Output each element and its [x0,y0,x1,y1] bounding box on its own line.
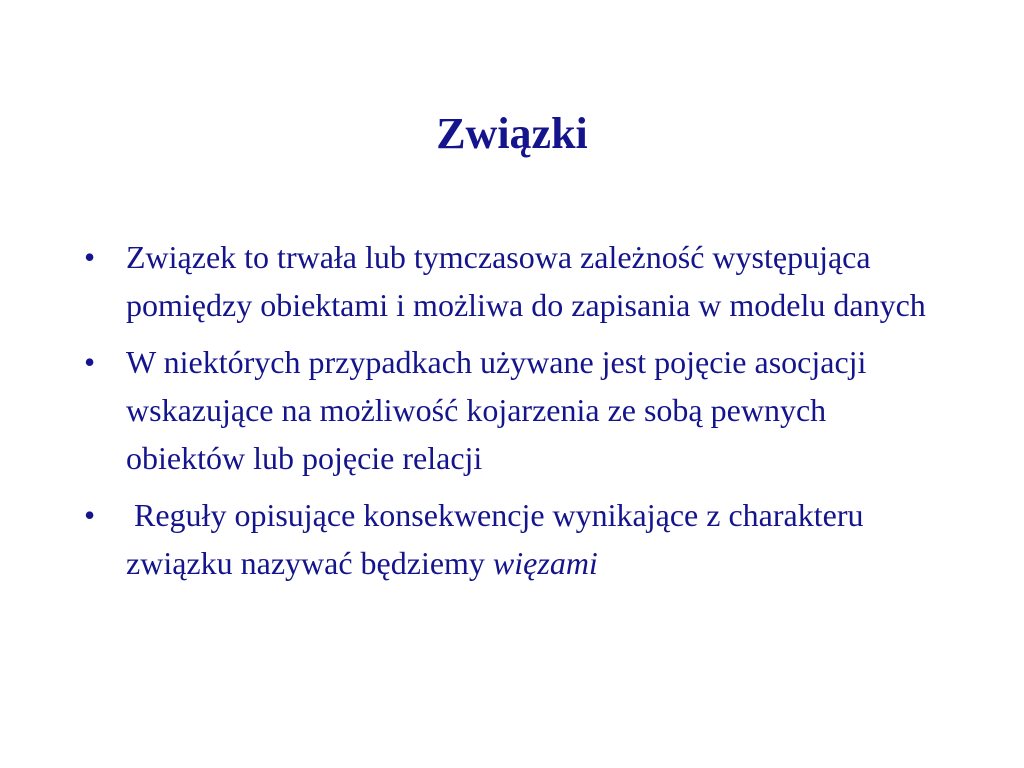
bullet-item-association [84,338,944,482]
bullet-item-constraints [84,491,944,587]
bullet-text: W niektórych przypadkach używane jest pojęcie asocjacji wskazujące na możliwość kojarzenia ze sobą pewnych obiektów lub pojęcie relacji [126,344,867,476]
bullet-dot-icon: • [84,239,96,275]
bullet-dot-icon: • [84,344,96,380]
bullet-item-relationship-definition [84,233,944,329]
bullet-text: Reguły opisujące konsekwencje wynikające z charakteru związku nazywać będziemy [126,497,872,581]
bullet-dot-icon: • [84,497,96,533]
slide-title: Związki [436,109,588,158]
bullet-list [84,233,944,596]
bullet-text: Związek to trwała lub tymczasowa zależność występująca pomiędzy obiektami i możliwa do zapisania w modelu danych [126,239,926,323]
bullet-emphasis: więzami [492,545,598,581]
